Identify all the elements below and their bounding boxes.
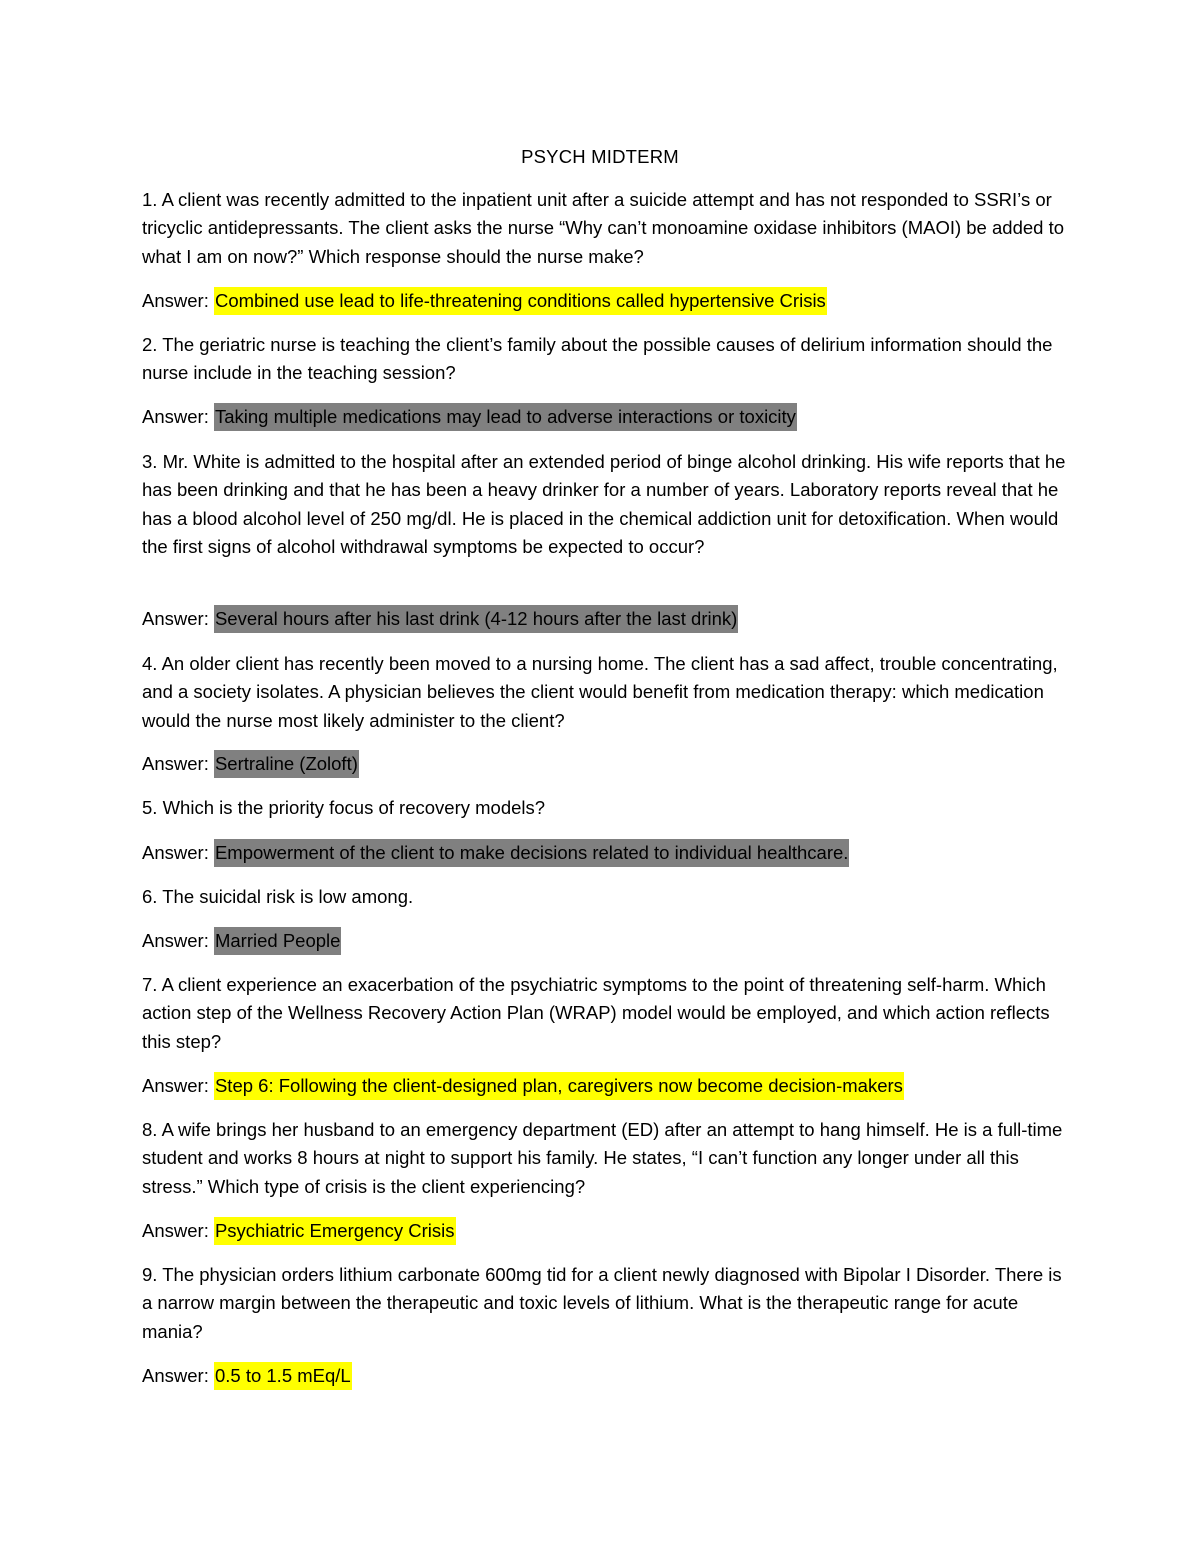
question-7	[142, 971, 1072, 1056]
answer-text-highlighted: Sertraline (Zoloft)	[214, 750, 359, 778]
question-text: A client was recently admitted to the inpatient unit after a suicide attempt and has not responded to SSRI’s or tricyclic antidepressants. The client asks the nurse “Why can’t monoamine oxidase inhibitors (MAOI) be added to what I am on now?” Which response should the nurse make?	[142, 189, 1065, 267]
question-text: The suicidal risk is low among.	[162, 886, 414, 907]
answer-text-highlighted: Step 6: Following the client-designed plan, caregivers now become decision-makers	[214, 1072, 904, 1100]
answer-label: Answer:	[142, 930, 209, 951]
answer-1	[142, 287, 1072, 315]
answer-label: Answer:	[142, 842, 209, 863]
answer-6	[142, 927, 1072, 955]
answer-text-highlighted: Combined use lead to life-threatening conditions called hypertensive Crisis	[214, 287, 827, 315]
question-text: A wife brings her husband to an emergency department (ED) after an attempt to hang himself. He is a full-time student and works 8 hours at night to support his family. He states, “I can’t function any longer under all this stress.” Which type of crisis is the client experiencing?	[142, 1119, 1063, 1197]
answer-label: Answer:	[142, 290, 209, 311]
answer-label: Answer:	[142, 1365, 209, 1386]
question-number: 3.	[142, 451, 158, 472]
answer-text-highlighted: 0.5 to 1.5 mEq/L	[214, 1362, 352, 1390]
question-4	[142, 650, 1072, 735]
question-text: The physician orders lithium carbonate 600mg tid for a client newly diagnosed with Bipolar I Disorder. There is a narrow margin between the therapeutic and toxic levels of lithium. What is the therapeutic range for acute mania?	[142, 1264, 1062, 1342]
question-text: A client experience an exacerbation of the psychiatric symptoms to the point of threatening self-harm. Which action step of the Wellness Recovery Action Plan (WRAP) model would be employed, and which action reflects this step?	[142, 974, 1050, 1052]
answer-7	[142, 1072, 1072, 1100]
answer-text-highlighted: Taking multiple medications may lead to adverse interactions or toxicity	[214, 403, 797, 431]
answer-4	[142, 750, 1072, 778]
answer-2	[142, 403, 1072, 431]
question-3	[142, 448, 1072, 561]
answer-text-highlighted: Empowerment of the client to make decisions related to individual healthcare.	[214, 839, 849, 867]
question-8	[142, 1116, 1072, 1201]
question-number: 4.	[142, 653, 158, 674]
answer-text-highlighted: Psychiatric Emergency Crisis	[214, 1217, 456, 1245]
answer-3	[142, 605, 1072, 633]
answer-8	[142, 1217, 1072, 1245]
answer-9	[142, 1362, 1072, 1390]
question-1	[142, 186, 1072, 271]
question-2	[142, 331, 1072, 388]
question-number: 1.	[142, 189, 158, 210]
question-text: An older client has recently been moved to a nursing home. The client has a sad affect, trouble concentrating, and a society isolates. A physician believes the client would benefit from medication therapy: which medication would the nurse most likely administer to the client?	[142, 653, 1058, 731]
question-9	[142, 1261, 1072, 1346]
question-number: 9.	[142, 1264, 158, 1285]
question-number: 5.	[142, 797, 158, 818]
question-5	[142, 794, 1072, 822]
document-title: PSYCH MIDTERM	[521, 146, 679, 167]
answer-label: Answer:	[142, 1075, 209, 1096]
answer-label: Answer:	[142, 1220, 209, 1241]
question-text: Which is the priority focus of recovery models?	[162, 797, 546, 818]
answer-5	[142, 839, 1072, 867]
answer-label: Answer:	[142, 608, 209, 629]
question-number: 7.	[142, 974, 158, 995]
answer-text-highlighted: Married People	[214, 927, 341, 955]
answer-text-highlighted: Several hours after his last drink (4-12 hours after the last drink)	[214, 605, 738, 633]
question-number: 6.	[142, 886, 158, 907]
question-6	[142, 883, 1072, 911]
answer-label: Answer:	[142, 753, 209, 774]
answer-label: Answer:	[142, 406, 209, 427]
question-number: 2.	[142, 334, 158, 355]
question-number: 8.	[142, 1119, 158, 1140]
question-text: The geriatric nurse is teaching the client’s family about the possible causes of delirium information should the nurse include in the teaching session?	[142, 334, 1053, 384]
question-text: Mr. White is admitted to the hospital after an extended period of binge alcohol drinking. His wife reports that he has been drinking and that he has been a heavy drinker for a number of years. Laboratory reports reveal that he has a blood alcohol level of 250 mg/dl. He is placed in the chemical addiction unit for detoxification. When would the first signs of alcohol withdrawal symptoms be expected to occur?	[142, 451, 1066, 557]
